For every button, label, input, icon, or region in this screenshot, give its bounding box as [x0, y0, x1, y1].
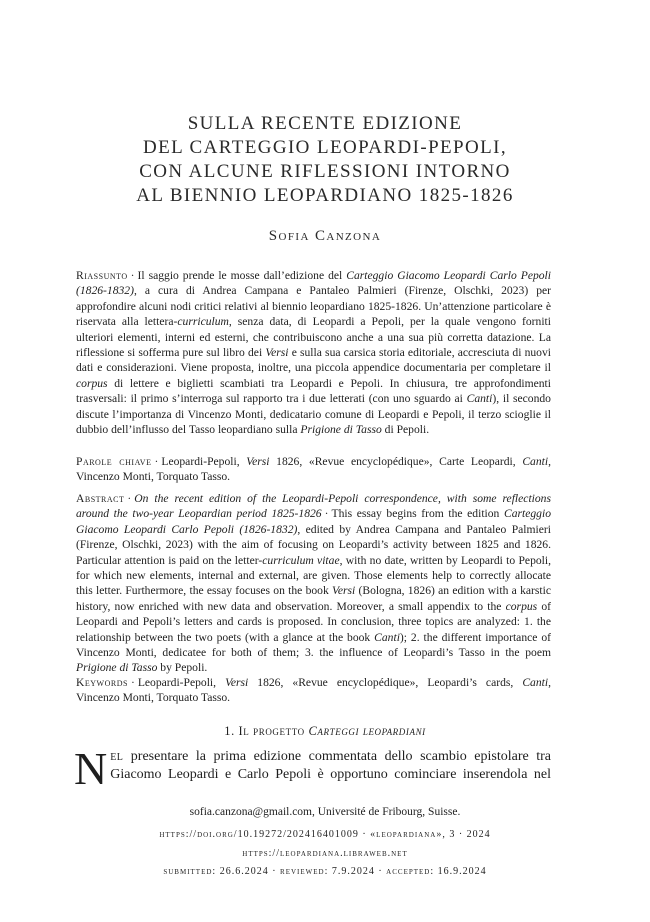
section-number: 1.	[224, 724, 235, 738]
separator: ·	[130, 269, 135, 282]
abstract-italic: curriculum vitae	[262, 553, 340, 567]
riassunto-label: Riassunto	[76, 269, 128, 282]
riassunto-italic: Prigione di Tasso	[300, 423, 382, 437]
drop-cap: N	[74, 743, 108, 794]
title-line: DEL CARTEGGIO LEOPARDI-PEPOLI,	[142, 137, 508, 158]
keywords-label: Keywords	[76, 676, 128, 689]
keyword-text: Leopardi-Pepoli,	[161, 455, 247, 468]
keyword-text: 1826, «Revue encyclopédique», Leopardi’s cards,	[248, 676, 523, 689]
submission-dates: submitted: 26.6.2024 · reviewed: 7.9.2024 · accepted: 16.9.2024	[163, 866, 487, 877]
abstract-text: This essay begins from the edition	[331, 507, 504, 521]
riassunto-text: di Pepoli.	[381, 423, 430, 437]
abstract-text: of Leopardi and Pepoli’s letters and cards is proposed. In conclusion, three topics are analyzed: 1. the relationship between the two poets (with a glance at the book	[76, 599, 551, 644]
riassunto-italic: Versi	[265, 346, 289, 360]
section-title-italic: Carteggi leopardiani	[308, 724, 426, 738]
abstract-english-title: On the recent edition of the Leopardi-Pepoli correspondence, with some reflections around the two-year Leopardian period 1825-1826	[76, 492, 551, 521]
article-title	[0, 112, 650, 208]
separator: ·	[324, 507, 329, 521]
riassunto-paragraph	[76, 268, 551, 437]
riassunto-text: di lettere e biglietti scambiati tra Leopardi e Pepoli. In chiusura, tre approfondimenti trasversali: il primo s’interroga sul rapporto tra i due letterati (con uno sguardo ai	[76, 376, 551, 406]
riassunto-text: Il saggio prende le mosse dall’edizione del	[137, 269, 347, 282]
riassunto-text: e sulla sua carsica storia editoriale, accresciuta di nuovi dati e considerazioni. Viene proposta, inoltre, una piccola appendice documentaria per completare il	[76, 346, 552, 375]
riassunto-italic: curriculum	[177, 315, 229, 329]
abstract-italic: Versi	[332, 584, 356, 598]
section-heading	[0, 724, 650, 739]
body-line-text: presentare la prima edizione commentata dello scambio epistolare tra	[123, 749, 551, 764]
keywords-paragraph	[76, 675, 551, 706]
abstract-italic: corpus	[505, 599, 538, 613]
journal-website: https://leopardiana.libraweb.net	[242, 848, 408, 859]
keyword-text: , Vincenzo Monti, Torquato Tasso.	[76, 455, 551, 484]
separator: ·	[127, 492, 132, 505]
separator: ·	[154, 455, 159, 468]
abstract-text: ); 2. the different importance of Vincenzo Monti, dedicatee for both of them; 3. the influence of Leopardi’s Tasso in the poem	[76, 630, 551, 660]
riassunto-italic: Canti	[466, 392, 493, 406]
riassunto-italic: corpus	[76, 376, 108, 390]
abstract-text: , with no date, written by Leopardi to Pepoli, for which new elements, internal and external, are given. Those elements help to correctly allocate this letter. Furthermore, the essay focuses on the book	[76, 553, 552, 598]
riassunto-italic: Carteggio Giacomo Leopardi Carlo Pepoli (1826-1832)	[76, 269, 552, 298]
author-affiliation: sofia.canzona@gmail.com, Université de Fribourg, Suisse.	[189, 806, 461, 818]
riassunto-text: ), il secondo discute l’importanza di Vincenzo Monti, dedicatario comune di Leopardi e Pepoli, il terzo scioglie il dubbio dell’influsso del Tasso leopardiano sulla	[76, 392, 551, 437]
abstract-paragraph	[76, 491, 551, 676]
keyword-italic: Canti	[522, 676, 549, 689]
abstract-italic: Canti	[374, 630, 400, 644]
riassunto-text: , senza data, di Leopardi a Pepoli, per la quale vengono forniti ulteriori elementi, interni ed esterni, che contribuiscono anche a una sua più corretta datazione. La riflessione si sofferma pure sul libro dei	[76, 315, 552, 360]
author-name: Sofia Canzona	[268, 228, 382, 244]
separator: ·	[130, 676, 135, 689]
keyword-italic: Versi	[246, 455, 270, 468]
abstract-italic: Carteggio Giacomo Leopardi Carlo Pepoli (1826-1832)	[76, 507, 551, 536]
body-line	[76, 748, 551, 766]
keyword-italic: Canti	[522, 455, 549, 468]
abstract-text: by Pepoli.	[157, 661, 208, 675]
title-line: CON ALCUNE RIFLESSIONI INTORNO	[139, 161, 511, 182]
abstract-italic: Prigione di Tasso	[76, 661, 158, 675]
doi-line: https://doi.org/10.19272/202416401009 · «leopardiana», 3 · 2024	[159, 829, 491, 840]
abstract-text: , edited by Andrea Campana and Pantaleo Palmieri (Firenze, Olschki, 2023) with the aim of focusing on Leopardi’s activity between 1825 and 1826. Particular attention is paid on the letter-	[76, 522, 551, 567]
parole-chiave-paragraph	[76, 454, 551, 485]
abstract-text: (Bologna, 1826) an edition with a karstic history, now enriched with new data and observation. Moreover, a small appendix to the	[76, 584, 551, 613]
riassunto-text: , a cura di Andrea Campana e Pantaleo Palmieri (Firenze, Olschki, 2023) per approfondire alcuni nodi critici relativi al biennio leopardiano 1825-1826. Un’attenzione particolare è riservata alla lettera-	[76, 284, 551, 329]
body-text	[74, 743, 551, 794]
title-line: AL BIENNIO LEOPARDIANO 1825-1826	[136, 185, 514, 206]
keyword-text: , Vincenzo Monti, Torquato Tasso.	[76, 676, 551, 705]
section-title: Il progetto	[238, 724, 309, 738]
title-line: SULLA RECENTE EDIZIONE	[187, 113, 463, 134]
keyword-text: 1826, «Revue encyclopédique», Carte Leopardi,	[269, 455, 523, 468]
first-word: el	[110, 749, 124, 764]
keyword-text: Leopardi-Pepoli,	[137, 676, 226, 689]
body-line: Giacomo Leopardi e Carlo Pepoli è opportuno cominciare inserendola nel	[110, 766, 551, 782]
parole-chiave-label: Parole chiave	[76, 455, 152, 468]
keyword-italic: Versi	[225, 676, 249, 689]
abstract-label: Abstract	[76, 492, 125, 505]
